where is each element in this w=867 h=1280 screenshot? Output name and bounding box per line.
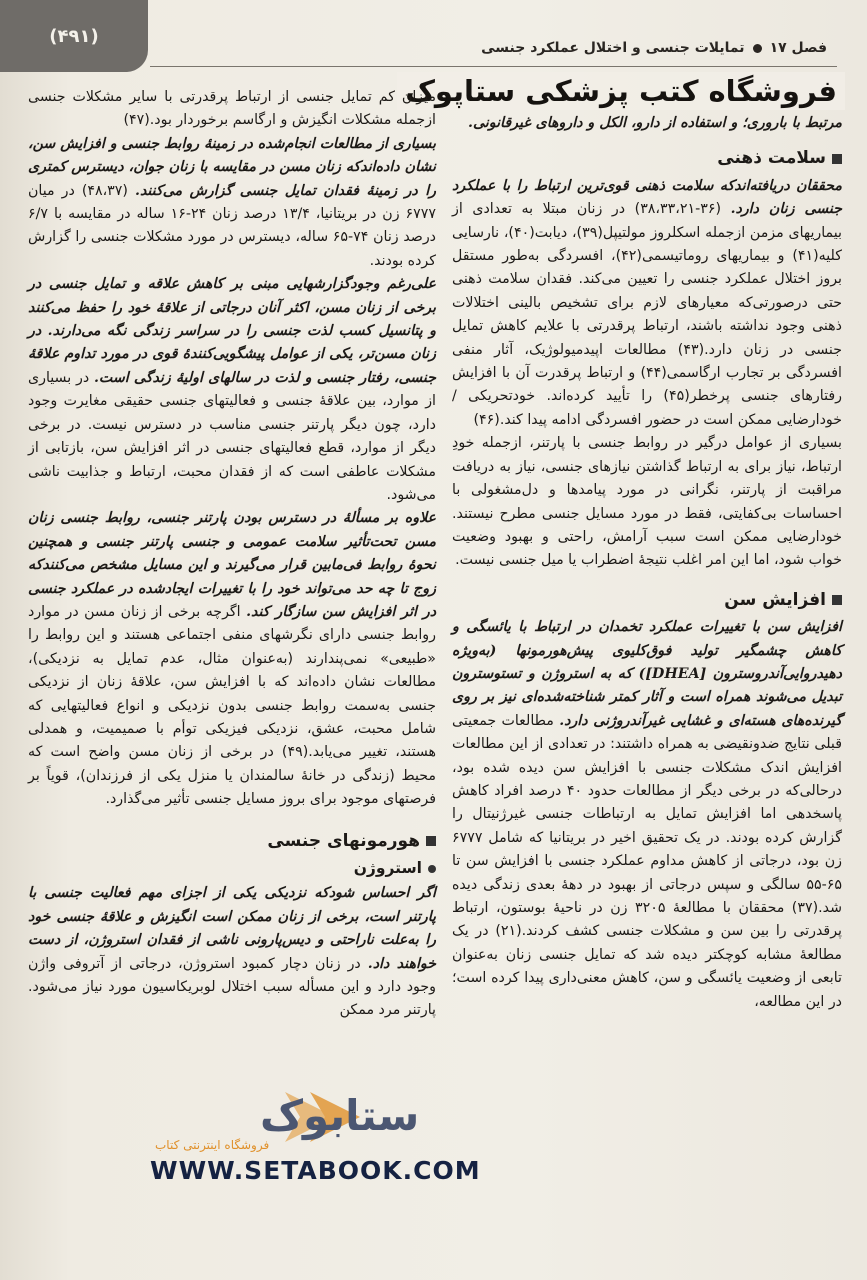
section-heading-mental-health: سلامت ذهنی	[452, 147, 842, 170]
paragraph: علاوه بر مسألهٔ در دسترس بودن پارتنر جنسی، روابط جنسی زنان مسن تحت‌تأثیر سلامت عمومی و جنسی پارتنر جنسی و همچنین نحوهٔ روابط فی‌مابین قرار می‌گیرند و این مسایل مشخص می‌کنندکه زوج تا چه حد می‌تواند خود را با تغییرات ایجادشده در عملکرد جنسی در اثر افزایش سن سازگار کند. اگرچه برخی از زنان مسن در موارد روابط جنسی دارای نگرشهای منفی اجتماعی هستند و این روابط را «طبیعی» نمی‌پندارند (به‌عنوان مثال، عدم تمایل به نزدیکی)، مطالعات نشان داده‌اند که با افزایش سن، علاقهٔ زنان از نزدیکی جنسی به‌سمت روابط جنسی بدون نزدیکی و انواع فعالیتهایی که شامل محبت، عشق، نزدیکی فیزیکی توأم با صمیمیت، و همدلی هستند، تغییر می‌یابد.(۴۹) در برخی از زنان مسن واضح است که محیط (زندگی در خانهٔ سالمندان یا منزل یکی از فرزندان)، قویاً بر فرصتهای موجود برای بروز مسایل جنسی تأثیر می‌گذارد.	[28, 510, 437, 808]
paragraph: محققان دریافته‌اندکه سلامت ذهنی قوی‌ترین ارتباط را با عملکرد جنسی زنان دارد. (۳۶-۳۸،۳۳،۲۱) در زنان مبتلا به تعدادی از بیماریهای مزمن ازجمله اسکلروز مولتیپل(۳۹)، دیابت(۴۰)، نارسایی کلیه(۴۱) و بیماریهای روماتیسمی(۴۲)، افسردگی به‌طور مستقل بروز اختلال عملکرد جنسی را تعیین می‌کند. فقدان سلامت ذهنی حتی درصورتی‌که معیارهای لازم برای تشخیص بالینی اختلالات ذهنی وجود نداشته باشند، ارتباط پرقدرتی با علایم کاهش تمایل جنسی در زنان دارد.(۴۳) مطالعات اپیدمیولوژیک، آثار منفی افسردگی بر تجارب ارگاسمی(۴۴) و ارتباط پرقدرت آن با افزایش رفتارهای جنسی پرخطر(۴۵) را تأیید کرده‌اند. خودتحریکی / خودارضایی ممکن است در حضور افسردگی ادامه پیدا کند.(۴۶)	[452, 177, 843, 428]
intro-fragment: مرتبط با باروری؛ و استفاده از دارو، الکل و داروهای غیرقانونی.	[468, 115, 842, 131]
section-square-icon	[832, 154, 842, 164]
section-square-icon	[426, 836, 436, 846]
header-rule	[150, 66, 837, 67]
section-heading-hormones: هورمونهای جنسی	[28, 830, 436, 853]
subheading-estrogen: استروژن	[28, 857, 436, 880]
paragraph: افزایش سن با تغییرات عملکرد تخمدان در ارتباط با یائسگی و کاهش چشمگیر تولید فوق‌کلیوی پیش‌هورمونها (به‌ویژه دهیدروایی‌آندروسترون [DHEA]) که به استروژن و تستوسترون تبدیل می‌شوند همراه است و آثار کمتر شناخته‌شده‌ای نیز بر روی گیرنده‌های هسته‌ای و غشایی غیرآندروژنی دارد. مطالعات جمعیتی قبلی نتایج ضدونقیضی به همراه داشتند: در تعدادی از این مطالعات افزایش اندک مشکلات جنسی با افزایش سن دیده شده بود، درحالی‌که در برخی دیگر از مطالعات حدود ۴۰ درصد افراد کاهش پاسخدهی اما افزایش تمایل به ارتباطات جنسی غیرژنیتال را گزارش کرده بودند. در یک تحقیق اخیر در بریتانیا که شامل ۶۷۷۷ زن بود، درجاتی از کاهش مداوم عملکرد جنسی با افزایش سن تا ۶۵-۵۵ سالگی و سپس درجاتی از بهبود در دههٔ بعدی زندگی دیده شد.(۳۷) محققان با مطالعهٔ ۳۲۰۵ زن در ناحیهٔ بوستون، ارتباط پرقدرتی را بین سن و مشکلات جنسی کشف کردند.(۲۱) در یک مطالعهٔ مشابه کوچکتر دیده شد که تمایل جنسی زنان به‌عنوان تابعی از وضعیت یائسگی و سن، کاهش معنی‌داری پیدا کرده است؛ در این مطالعه،	[452, 619, 843, 1010]
section-square-icon	[832, 595, 842, 605]
logo-text: ستابوک	[260, 1091, 420, 1140]
chapter-title: تمایلات جنسی و اختلال عملکرد جنسی	[481, 40, 745, 56]
chapter-label: فصل ۱۷	[769, 40, 827, 56]
section-heading-aging: افزایش سن	[452, 589, 842, 612]
right-column	[452, 92, 842, 1014]
paragraph: علی‌رغم وجودگزارشهایی مبنی بر کاهش علاقه و تمایل جنسی در برخی از زنان مسن، اکثر آنان درجاتی از علاقهٔ خود را حفظ می‌کنند و پتانسیل کسب لذت جنسی را در سراسر زندگی نگه می‌دارند. در زنان مسن‌تر، یکی از عوامل پیشگویی‌کنندهٔ قوی در مورد تداوم علاقهٔ جنسی، رفتار جنسی و لذت در سالهای اولیهٔ زندگی است. در بسیاری از موارد، بین علاقهٔ جنسی و فعالیتهای جنسی حقیقی مغایرت وجود دارد، چون دیگر پارتنر جنسی مناسب در دسترس نیست. در برخی دیگر از موارد، قطع فعالیتهای جنسی در اثر افزایش سن، بازتابی از مشکلات عاطفی است که از فقدان محبت، ارتباط و جذابیت ناشی می‌شود.	[28, 276, 436, 503]
bullet-dot-icon	[428, 865, 436, 873]
paragraph: اگر احساس شودکه نزدیکی یکی از اجزای مهم فعالیت جنسی با پارتنر است، برخی از زنان ممکن است انگیزش و علاقهٔ جنسی خود را به‌علت ناراحتی و دیس‌پارونی ناشی از فقدان استروژن، از دست خواهند داد. در زنان دچار کمبود استروژن، درجاتی از آتروفی واژن وجود دارد و این مسأله سبب اختلال لوبریکاسیون مورد نیاز می‌شود. پارتنر مرد ممکن	[28, 885, 436, 1019]
page-number: (۴۹۱)	[49, 25, 99, 47]
watermark-tagline: فروشگاه اینترنتی کتاب	[155, 1138, 270, 1152]
paragraph: میزان کم تمایل جنسی از ارتباط پرقدرتی با سایر مشکلات جنسی ازجمله مشکلات انگیزش و ارگاسم برخوردار بود.(۴۷)	[28, 89, 436, 129]
left-column	[28, 86, 436, 1023]
watermark-url: WWW.SETABOOK.COM	[150, 1156, 481, 1185]
running-header	[481, 40, 827, 56]
bullet-dot-icon	[753, 44, 762, 53]
paragraph: بسیاری از عوامل درگیر در روابط جنسی با پارتنر، ازجمله خودِ ارتباط، نیاز برای به ارتباط گذاشتن نیازهای جنسی، نیاز به دریافت مراقبت از پارتنر، نگرانی در مورد پیامدها و دل‌مشغولی با احساسات بی‌کفایتی، فقط در مورد مسایل جنسی مطرح نیستند. خودارضایی ممکن است سبب آرامش، راحتی و بهبود وضعیت خواب شود، اما این امر اغلب نتیجهٔ اضطراب یا میل جنسی نیست.	[452, 435, 842, 569]
page-number-tab	[0, 0, 148, 72]
store-banner: فروشگاه کتب پزشکی ستاپوک	[397, 72, 845, 110]
paragraph: بسیاری از مطالعات انجام‌شده در زمینهٔ روابط جنسی و افزایش سن، نشان داده‌اندکه زنان مسن در مقایسه با زنان جوان، دیسترس کمتری را در زمینهٔ فقدان تمایل جنسی گزارش می‌کنند. (۴۸،۳۷) در میان ۶۷۷۷ زن در بریتانیا، ۱۳/۴ درصد زنان ۲۴-۱۶ ساله در مقایسه با ۶/۷ درصد زنان ۷۴-۶۵ ساله، دیسترس در مورد مشکلات جنسی را گزارش کرده بودند.	[28, 135, 436, 269]
